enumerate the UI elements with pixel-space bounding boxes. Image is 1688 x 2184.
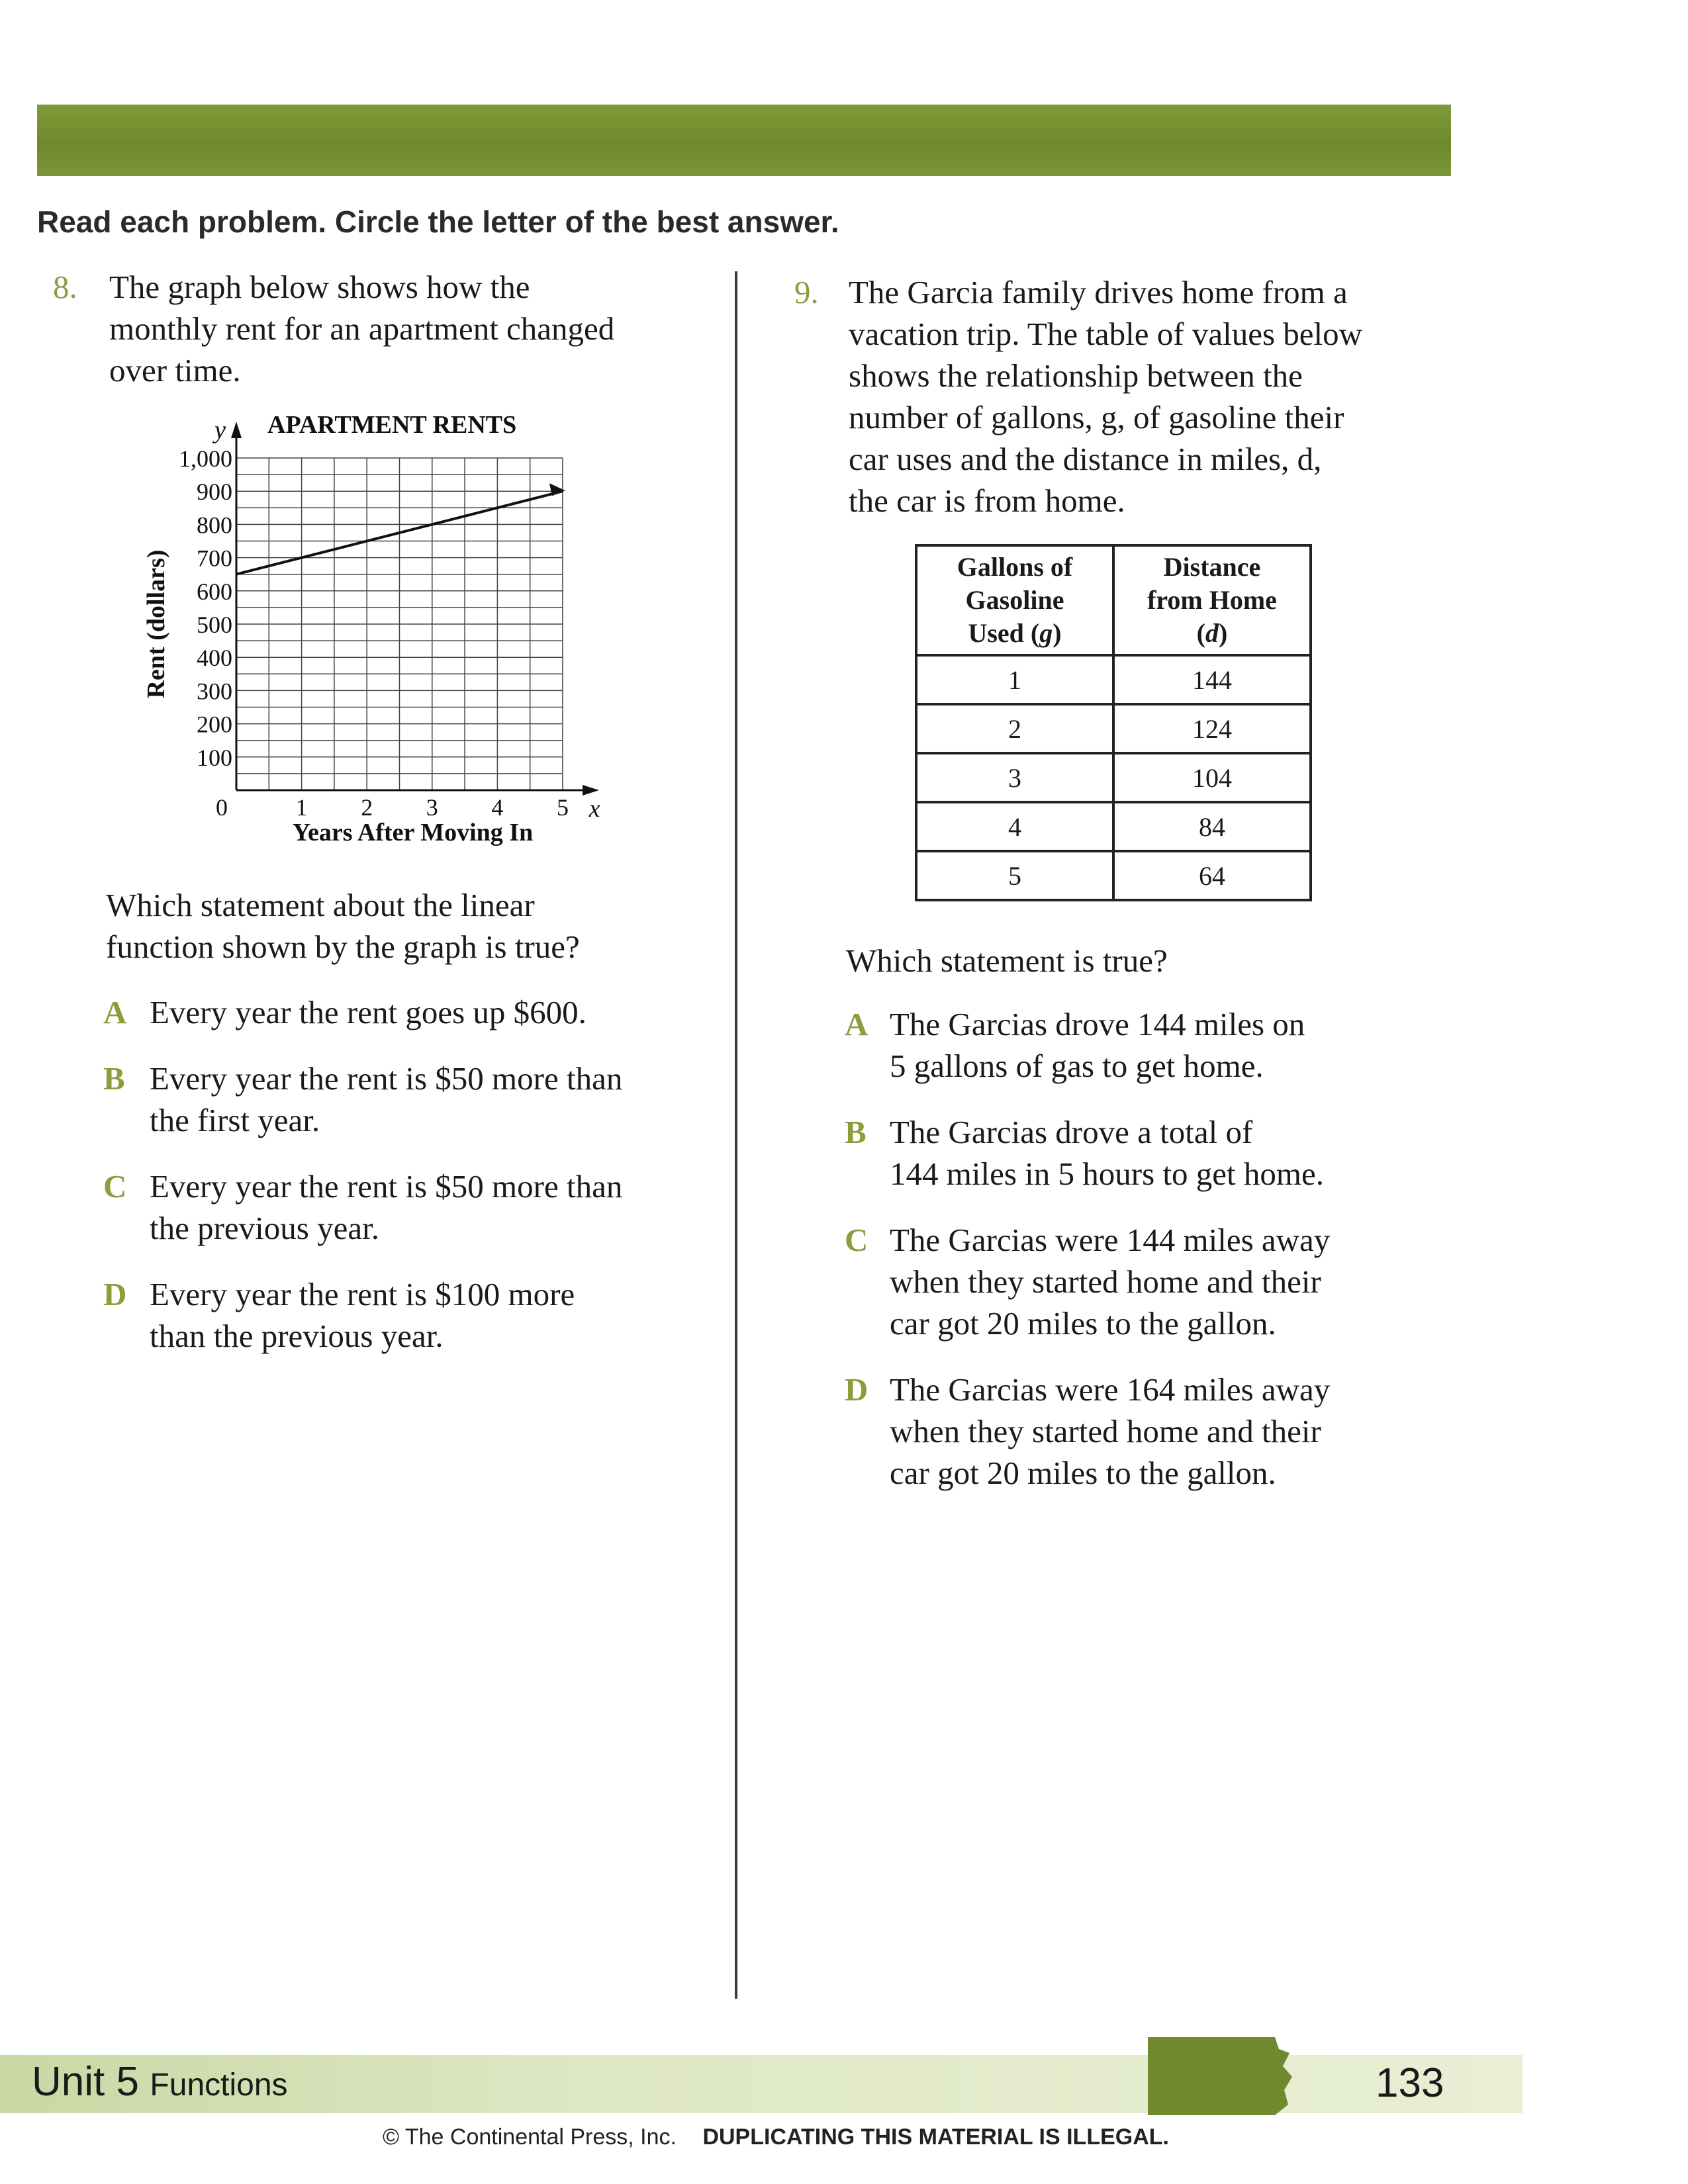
table-row: [916, 802, 1311, 851]
question-number: 9.: [794, 274, 819, 310]
table-row: [916, 753, 1311, 802]
y-tick-label: 700: [197, 545, 232, 572]
y-axis-label: Rent (dollars): [142, 549, 170, 699]
y-axis-arrow: [231, 422, 242, 438]
header-line: (d): [1196, 618, 1228, 648]
choice-letter: A: [845, 1006, 868, 1042]
table-cell: 64: [1113, 851, 1311, 900]
table-row: [916, 704, 1311, 753]
question-line: car uses and the distance in miles, d,: [849, 441, 1322, 477]
choice-text: Every year the rent is $50 more than: [150, 1168, 623, 1205]
prompt-line: Which statement is true?: [846, 942, 1168, 979]
choice-letter: C: [845, 1222, 868, 1258]
table-row: [916, 851, 1311, 900]
choice-text: the first year.: [150, 1102, 320, 1138]
choice-text: car got 20 miles to the gallon.: [890, 1455, 1276, 1491]
choice-text: than the previous year.: [150, 1318, 444, 1354]
x-axis-variable: x: [588, 795, 600, 823]
choice-text: The Garcias drove a total of: [890, 1114, 1253, 1150]
table-header-row: [916, 545, 1311, 655]
y-tick-label: 200: [197, 711, 232, 738]
question-line: shows the relationship between the: [849, 357, 1303, 394]
choice-text: 5 gallons of gas to get home.: [890, 1048, 1264, 1084]
x-tick-label: 5: [557, 794, 569, 821]
choice-text: Every year the rent is $50 more than: [150, 1060, 623, 1097]
choice-text: The Garcias were 144 miles away: [890, 1222, 1331, 1258]
y-tick-label: 500: [197, 612, 232, 638]
x-tick-label: 0: [216, 794, 228, 821]
header-line: Gallons of: [957, 552, 1073, 582]
gasoline-table: [915, 544, 1312, 901]
table-header: [1113, 545, 1311, 655]
unit-topic: Functions: [150, 2068, 288, 2103]
choice-letter: A: [103, 994, 127, 1030]
y-axis-variable: y: [214, 416, 226, 444]
choice-letter: B: [845, 1114, 867, 1150]
page-number: 133: [1376, 2060, 1444, 2106]
table-cell: 104: [1113, 753, 1311, 802]
choice-text: Every year the rent goes up $600.: [150, 994, 586, 1030]
table-row: [916, 655, 1311, 704]
header-line: from Home: [1147, 585, 1277, 615]
question-line: The graph below shows how the: [109, 269, 530, 305]
question-line: the car is from home.: [849, 482, 1125, 519]
y-tick-label: 100: [197, 744, 232, 771]
question-number: 8.: [53, 269, 77, 305]
table-cell: 4: [916, 802, 1113, 851]
column-divider: [735, 271, 737, 1999]
header-line: Distance: [1163, 552, 1261, 582]
x-axis-arrow: [583, 785, 599, 796]
unit-number: Unit 5: [32, 2059, 139, 2105]
choice-text: car got 20 miles to the gallon.: [890, 1305, 1276, 1342]
copyright-line: [383, 2124, 1169, 2150]
duplication-warning: DUPLICATING THIS MATERIAL IS ILLEGAL.: [702, 2124, 1169, 2150]
y-tick-label: 800: [197, 512, 232, 539]
table-cell: 3: [916, 753, 1113, 802]
header-line: Gasoline: [965, 585, 1064, 615]
x-tick-label: 2: [361, 794, 373, 821]
question-line: monthly rent for an apartment changed: [109, 310, 615, 347]
header-band: [37, 105, 1451, 176]
choice-text: Every year the rent is $100 more: [150, 1276, 575, 1312]
x-axis-label: Years After Moving In: [292, 819, 534, 846]
table-header: [916, 545, 1113, 655]
state-outline-icon: [1143, 2033, 1296, 2119]
choice-text: 144 miles in 5 hours to get home.: [890, 1156, 1324, 1192]
prompt-line: function shown by the graph is true?: [106, 929, 580, 965]
x-tick-label: 4: [491, 794, 504, 821]
chart-title: APARTMENT RENTS: [267, 411, 517, 439]
y-tick-label: 1,000: [179, 445, 232, 472]
table-cell: 124: [1113, 704, 1311, 753]
y-tick-label: 300: [197, 678, 232, 705]
table-cell: 5: [916, 851, 1113, 900]
question-line: over time.: [109, 352, 241, 388]
table-cell: 1: [916, 655, 1113, 704]
prompt-line: Which statement about the linear: [106, 887, 535, 923]
choice-text: when they started home and their: [890, 1263, 1321, 1300]
choice-text: The Garcias were 164 miles away: [890, 1371, 1331, 1408]
y-tick-label: 400: [197, 645, 232, 672]
header-line: Used (g): [968, 618, 1062, 648]
choice-letter: B: [103, 1060, 125, 1097]
apartment-rents-chart: [132, 397, 609, 854]
table-cell: 2: [916, 704, 1113, 753]
question-line: number of gallons, g, of gasoline their: [849, 399, 1344, 435]
instructions: Read each problem. Circle the letter of the best answer.: [37, 205, 839, 239]
y-tick-label: 600: [197, 578, 232, 605]
choice-text: the previous year.: [150, 1210, 379, 1246]
table-cell: 144: [1113, 655, 1311, 704]
choice-text: when they started home and their: [890, 1413, 1321, 1449]
table-cell: 84: [1113, 802, 1311, 851]
question-line: The Garcia family drives home from a: [849, 274, 1348, 310]
choice-text: The Garcias drove 144 miles on: [890, 1006, 1305, 1042]
choice-letter: D: [103, 1276, 127, 1312]
x-tick-label: 3: [426, 794, 438, 821]
choice-letter: C: [103, 1168, 127, 1205]
copyright-text: © The Continental Press, Inc.: [383, 2124, 677, 2150]
unit-label: [32, 2058, 288, 2105]
x-tick-label: 1: [295, 794, 308, 821]
choice-letter: D: [845, 1371, 868, 1408]
y-tick-label: 900: [197, 478, 232, 506]
question-line: vacation trip. The table of values below: [849, 316, 1363, 352]
